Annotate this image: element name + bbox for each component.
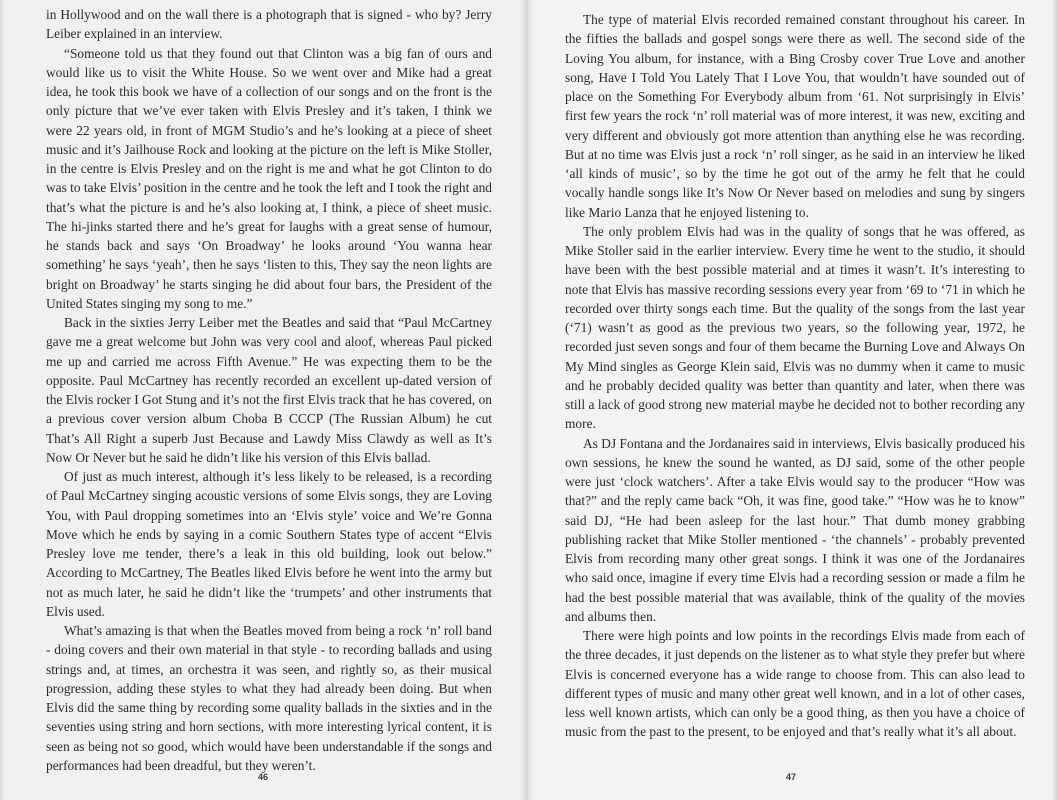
page-number: 46 [258, 771, 269, 782]
page-edge [1051, 0, 1057, 800]
page-number: 47 [786, 771, 797, 782]
paragraph: The only problem Elvis had was in the quality of songs that he was offered, as Mike Stoller said in the earlier interview. Every time he went to the studio, it should have been with the best possible material and at times it wasn’t. It’s interesting to note that Elvis has massive recording sessions every year from ‘69 to ‘71 in which he recorded over thirty songs each time. But the quality of the songs from the last year (‘71) wasn’t as good as the previous two years, so the following year, 1972, he recorded just seven songs and four of them became the Burning Love and Always On My Mind singles as George Klein said, Elvis was no dummy when it came to music and he probably decided quality was better than quantity and later, when there was still a lack of good strong new material maybe he decided not to bother recording any more. [565, 223, 1025, 432]
page-edge [0, 0, 5, 800]
paragraph: The type of material Elvis recorded remained constant throughout his career. In the fifties the ballads and gospel songs were there as well. The second side of the Loving You album, for instance, with a Bing Crosby cover True Love and another song, Have I Told You Lately That I Love You, that wouldn’t have sounded out of place on the Something For Everybody album from ‘61. Not surprisingly in Elvis’ first few years the rock ‘n’ roll material was of more interest, it was new, exciting and very different and obviously got more attention than anything else he was recording. But at no time was Elvis just a rock ‘n’ roll singer, as he said in an interview he liked ‘all kinds of music’, so by the time he got out of the army he felt that he could vocally handle songs like It’s Now Or Never based on melodies and sung by singers like Mario Lanza that he enjoyed listening to. [565, 12, 1025, 220]
paragraph: Back in the sixties Jerry Leiber met the Beatles and said that “Paul McCartney gave me a great welcome but John was very cool and aloof, whereas Paul picked me up and carried me across Fifth Avenue.” He was expecting them to be the opposite. Paul McCartney has recently recorded an excellent up-dated version of the Elvis rocker I Got Stung and it’s not the first Elvis track that he has covered, on a previous cover version album Choba B CCCP (The Russian Album) he cut That’s All Right a superb Just Because and Lawdy Miss Clawdy as well as It’s Now Or Never but he said he didn’t like his version of this Elvis ballad. [46, 315, 492, 465]
right-page [527, 0, 1057, 800]
paragraph: What’s amazing is that when the Beatles moved from being a rock ‘n’ roll band - doing covers and their own material in that style - to recording ballads and using strings and, at times, an orchestra it was seen, and rightly so, as their musical progression, adding these styles to what they had already been doing. But when Elvis did the same thing by recording some quality ballads in the sixties and in the seventies using string and horn sections, with more interesting lyrical content, it is seen as being not so good, which would have been understandable if the songs and performances had been dreadful, but they weren’t. [46, 623, 492, 773]
paragraph: in Hollywood and on the wall there is a photograph that is signed - who by? Jerry Leiber explained in an interview. [46, 7, 492, 42]
paragraph: As DJ Fontana and the Jordanaires said in interviews, Elvis basically produced his own sessions, he knew the sound he wanted, as DJ said, some of the other people were just ‘clock watchers’. After a take Elvis would say to the producer “How was that?” and the reply came back “Oh, it was fine, good take.” “How was he to know” said DJ, “He had been asleep for the last hour.” That dumb money grabbing publishing racket that Mike Stoller mentioned - ‘the channels’ - probably prevented Elvis from recording many other great songs. I think it was one of the Jordanaires who said once, imagine if every time Elvis had a recording session or made a film he had the best possible material that was available, think of the quality of the movies and albums then. [565, 435, 1025, 624]
left-page [0, 0, 526, 800]
paragraph: There were high points and low points in the recordings Elvis made from each of the three decades, it just depends on the listener as to what style they prefer but where Elvis is concerned everyone has a wide range to choose from. This can also lead to different types of music and many other great well known, and in a lot of other cases, less well known artists, which can only be a good thing, as then you have a choice of music from the past to the present, to be enjoyed and that’s really what it’s all about. [565, 628, 1025, 740]
paragraph: “Someone told us that they found out that Clinton was a big fan of ours and would like us to visit the White House. So we went over and Mike had a great idea, he took this book we have of a collection of our songs and on the front is the only picture that we’ve ever taken with Elvis Presley and it’s taken, I think we were 22 years old, in front of MGM Studio’s and he’s looking at a piece of sheet music and it’s Jailhouse Rock and looking at the picture on the left is Mike Stoller, in the centre is Elvis Presley and on the right is me and what he got Clinton to do was to take Elvis’ position in the centre and he took the left and I took the right and that’s what the picture is and he’s also looking at, I think, a piece of sheet music. The hi-jinks started there and he’s great for laughs with a great sense of humour, he stands back and says ‘On Broadway’ he looks around ‘You wanna hear something’ he says ‘yeah’, then he says ‘listen to this, They say the neon lights are bright on Broadway’ he starts singing he did about four bars, the President of the United States singing my song to me.” [46, 45, 492, 311]
paragraph: Of just as much interest, although it’s less likely to be released, is a recording of Paul McCartney singing acoustic versions of some Elvis songs, they are Loving You, with Paul dropping sometimes into an ‘Elvis style’ voice and We’re Gonna Move which he ends by saying in a comic Southern States type of accent “Elvis Presley love me tender, there’s a leak in this old building, look out below.” According to McCartney, The Beatles liked Elvis before he went into the army but not as much later, he said he didn’t like the ‘trumpets’ and other instruments that Elvis used. [46, 469, 492, 619]
book-gutter [520, 0, 534, 800]
